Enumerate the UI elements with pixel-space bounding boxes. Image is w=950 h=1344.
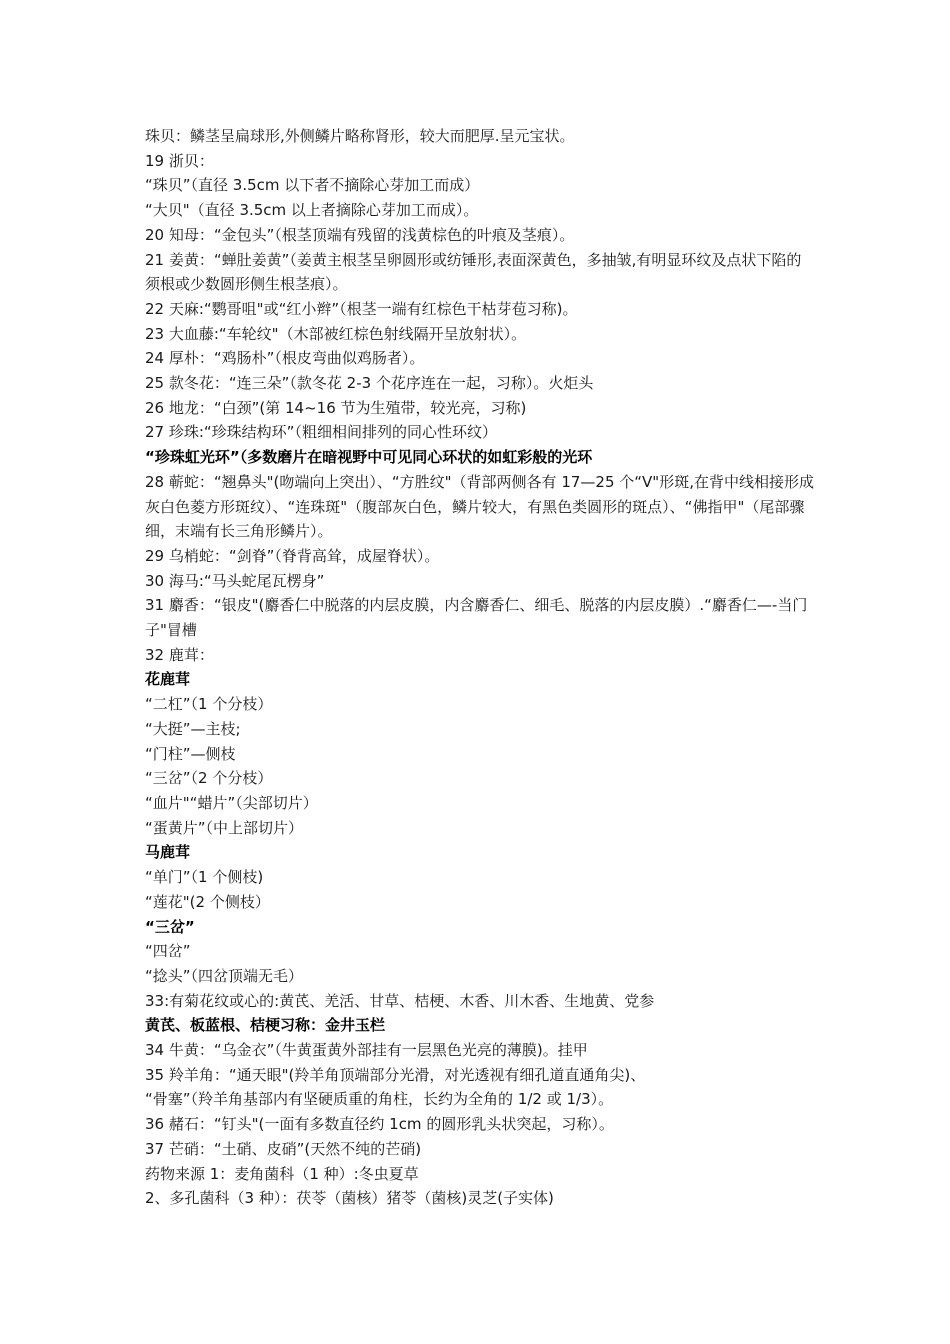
document-body bbox=[145, 124, 815, 1211]
text-line: 32 鹿茸： bbox=[145, 645, 214, 664]
text-line: “三岔”（2 个分枝） bbox=[145, 769, 273, 788]
text-line: 22 天麻:“鹦哥咀"或“红小辫”（根茎一端有红棕色干枯芽苞习称)。 bbox=[145, 299, 578, 318]
bold-heading-line: “三岔” bbox=[145, 917, 195, 936]
text-line: 37 芒硝：“土硝、皮硝”(天然不纯的芒硝) bbox=[145, 1139, 422, 1158]
text-line: 19 浙贝： bbox=[145, 151, 214, 170]
text-line: “血片"“蜡片”（尖部切片） bbox=[145, 793, 318, 812]
text-line: “蛋黄片”（中上部切片） bbox=[145, 818, 304, 837]
text-line: 24 厚朴：“鸡肠朴”（根皮弯曲似鸡肠者）。 bbox=[145, 349, 425, 368]
text-line: 27 珍珠:“珍珠结构环”（粗细相间排列的同心性环纹） bbox=[145, 423, 497, 442]
text-line: 34 牛黄：“乌金衣”（牛黄蛋黄外部挂有一层黑色光亮的薄膜)。挂甲 bbox=[145, 1041, 588, 1060]
text-line: 珠贝：鳞茎呈扁球形,外侧鳞片略称肾形，较大而肥厚.呈元宝状。 bbox=[145, 127, 575, 145]
text-line: “门柱”—侧枝 bbox=[145, 744, 236, 763]
text-line: 36 赭石：“钉头"(一面有多数直径约 1cm 的圆形乳头状突起，习称）。 bbox=[145, 1115, 614, 1134]
text-line: 29 乌梢蛇：“剑脊”（脊背高耸，成屋脊状）。 bbox=[145, 546, 440, 565]
text-line: “大贝"（直径 3.5cm 以上者摘除心芽加工而成）。 bbox=[145, 201, 479, 220]
text-line: 2、多孔菌科（3 种）：茯苓（菌核）猪苓（菌核)灵芝(子实体) bbox=[145, 1189, 554, 1208]
text-line: “骨塞”（羚羊角基部内有坚硬质重的角柱，长约为全角的 1/2 或 1/3）。 bbox=[145, 1090, 614, 1109]
bold-heading-line: “珍珠虹光环”（多数磨片在暗视野中可见同心环状的如虹彩般的光环 bbox=[145, 448, 593, 467]
bold-heading-line: 黄芪、板蓝根、桔梗习称：金井玉栏 bbox=[145, 1016, 386, 1035]
text-line: 26 地龙：“白颈”(第 14~16 节为生殖带，较光亮，习称) bbox=[145, 398, 527, 417]
text-line: “单门”（1 个侧枝) bbox=[145, 868, 264, 887]
text-line: “大挺”—主枝; bbox=[145, 719, 241, 738]
text-line: 31 麝香：“银皮"(麝香仁中脱落的内层皮膜，内含麝香仁、细毛、脱落的内层皮膜）.“麝香仁—-当门子"冒槽 bbox=[145, 596, 808, 640]
text-line: 30 海马:“马头蛇尾瓦楞身” bbox=[145, 571, 325, 590]
text-line: “莲花"(2 个侧枝） bbox=[145, 892, 270, 911]
text-line: “珠贝”（直径 3.5cm 以下者不摘除心芽加工而成） bbox=[145, 176, 480, 195]
text-line: 20 知母：“金包头”（根茎顶端有残留的浅黄棕色的叶痕及茎痕）。 bbox=[145, 225, 575, 244]
text-line: “捻头”（四岔顶端无毛） bbox=[145, 966, 304, 985]
text-line: 23 大血藤:“车轮纹"（木部被红棕色射线隔开呈放射状）。 bbox=[145, 324, 527, 343]
text-line: “二杠”（1 个分枝） bbox=[145, 695, 273, 714]
text-line: 33:有菊花纹或心的:黄芪、羌活、甘草、桔梗、木香、川木香、生地黄、党参 bbox=[145, 991, 655, 1010]
text-line: 21 姜黄：“蝉肚姜黄”（姜黄主根茎呈卵圆形或纺锤形,表面深黄色，多抽皱,有明显环纹及点状下陷的须根或少数圆形侧生根茎痕）。 bbox=[145, 250, 802, 294]
bold-heading-line: 花鹿茸 bbox=[145, 670, 191, 689]
text-line: 25 款冬花：“连三朵”（款冬花 2-3 个花序连在一起，习称）。火炬头 bbox=[145, 374, 594, 393]
text-line: 药物来源 1：麦角菌科（1 种）:冬虫夏草 bbox=[145, 1164, 419, 1183]
bold-heading-line: 马鹿茸 bbox=[145, 843, 191, 862]
text-line: 28 蕲蛇：“翘鼻头"(吻端向上突出）、“方胜纹"（背部两侧各有 17—25 个“V"形斑,在背中线相接形成灰白色菱方形斑纹）、“连珠斑"（腹部灰白色，鳞片较大，有黑色类圆形的斑点）、“佛指甲"（尾部骤细，末端有长三角形鳞片）。 bbox=[145, 472, 814, 541]
text-line: “四岔” bbox=[145, 942, 191, 961]
text-line: 35 羚羊角：“通天眼"(羚羊角顶端部分光滑，对光透视有细孔道直通角尖)、 bbox=[145, 1065, 646, 1084]
